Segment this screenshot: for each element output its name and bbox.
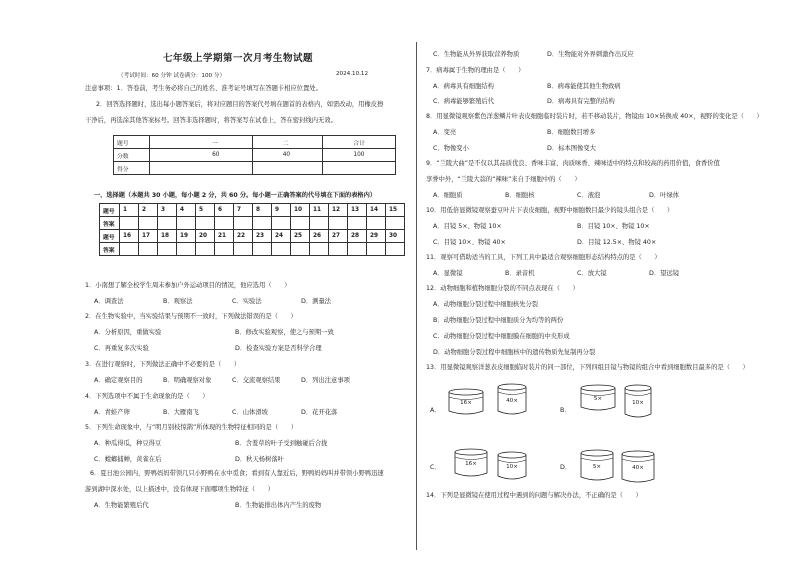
answer-input-cell[interactable] — [196, 217, 215, 230]
note-line-3: 干净后，再选涂其他答案标号。回答非选择题时，将答案写在试卷上，答在密封线内无效。 — [85, 117, 337, 124]
answer-number-cell: 1 — [120, 204, 139, 217]
magnification-label: 16× — [460, 400, 472, 406]
option-text: C．目镜 10×、物镜 40× — [433, 239, 506, 246]
option-text: B．生物能排出体内产生的废物 — [235, 502, 322, 509]
score-cell: 分数 — [114, 149, 150, 162]
question-stem: 8．用显微镜观察紫色洋葱鳞片叶表皮细胞临时装片时，若不移动装片，物镜由 10×转换成 40×，视野的变化是（ ） — [426, 113, 763, 120]
option-text: B．大雁南飞 — [163, 409, 199, 416]
question-stem: 游到湖中深水处，以上描述中，没有体现下面哪项生物特征（ ） — [85, 486, 274, 493]
answer-number-cell: 9 — [272, 204, 291, 217]
score-cell: 60 — [150, 149, 253, 162]
answer-number-cell: 17 — [139, 230, 158, 243]
exam-date: 2024.10.12 — [336, 71, 369, 77]
option-text: A．青蛙产卵 — [94, 409, 130, 416]
answer-row-label: 题号 — [100, 230, 120, 243]
answer-input-cell[interactable] — [253, 243, 272, 256]
answer-number-cell: 28 — [348, 230, 367, 243]
answer-number-cell: 15 — [386, 204, 405, 217]
answer-number-cell: 20 — [196, 230, 215, 243]
answer-number-cell: 23 — [253, 230, 272, 243]
option-text: B．动物细胞分裂过程中细胞质分为均等的两份 — [433, 317, 564, 324]
answer-number-cell: 8 — [253, 204, 272, 217]
question-stem: 3．在进行观察时，下列做法正确中不必要的是（ ） — [85, 361, 241, 368]
option-label: D． — [560, 464, 572, 471]
exam-meta: （考试时间：60 分钟 试卷满分：100 分） — [118, 73, 226, 79]
magnification-label: 10× — [632, 399, 644, 406]
option-text: C．螳螂捕蝉，黄雀在后 — [94, 456, 162, 463]
option-text: D．列出注意事项 — [301, 377, 350, 384]
answer-number-cell: 13 — [348, 204, 367, 217]
lens-figure — [448, 388, 484, 416]
question-stem: 2．在生物实验中，当实验结果与预期不一致时，下列做法错误的是（ ） — [85, 313, 297, 320]
option-text: B．含羞草的叶子受到触碰后合拢 — [235, 440, 328, 447]
option-text: A．调查法 — [94, 298, 124, 305]
score-got-row — [114, 162, 396, 175]
answer-input-cell[interactable] — [215, 243, 234, 256]
score-value-row — [114, 149, 396, 162]
answer-input-cell[interactable] — [348, 217, 367, 230]
answer-input-cell[interactable] — [310, 217, 329, 230]
option-text: C．山体滑坡 — [232, 409, 268, 416]
answer-row-label: 题号 — [100, 204, 120, 217]
answer-input-cell[interactable] — [310, 243, 329, 256]
lens-figure — [580, 384, 616, 412]
section-heading: 一、选择题（本题共 30 小题，每小题 2 分，共 60 分。每小题一正确答案的代号填在下面的表格内） — [94, 192, 376, 199]
answer-number-cell: 30 — [386, 230, 405, 243]
option-text: B．细胞数目增多 — [547, 129, 596, 136]
option-text: C．生物能从外界获取营养物质 — [433, 51, 520, 58]
option-text: D．秋天杨树落叶 — [235, 456, 284, 463]
option-text: C．液泡 — [577, 192, 601, 199]
option-text: B．目镜 10×、物镜 10× — [577, 223, 650, 230]
answer-number-cell: 12 — [329, 204, 348, 217]
answer-number-cell: 10 — [291, 204, 310, 217]
option-text: D．病毒具有完整的结构 — [547, 98, 615, 105]
answer-input-cell[interactable] — [196, 243, 215, 256]
score-cell: 一 — [150, 136, 253, 149]
option-text: B．录音机 — [505, 270, 535, 277]
answer-number-cell: 6 — [215, 204, 234, 217]
answer-number-cell: 26 — [310, 230, 329, 243]
answer-number-cell: 3 — [158, 204, 177, 217]
option-text: D．动物细胞分裂过程中细胞核中的遗传物质先复制再分裂 — [433, 349, 596, 356]
option-text: B．病毒能使其他生物致病 — [547, 83, 621, 90]
answer-input-cell[interactable] — [272, 217, 291, 230]
option-text: C．病毒能够繁殖后代 — [433, 98, 495, 105]
score-cell: 二 — [252, 136, 323, 149]
answer-row-label: 答案 — [100, 217, 120, 230]
option-text: B．观察法 — [163, 298, 193, 305]
score-cell: 100 — [323, 149, 396, 162]
question-stem: 10．用低倍显微镜观察蚕豆叶片下表皮细胞，视野中细胞数目最少的镜头组合是（ ） — [426, 207, 674, 214]
question-stem: 1．小南想了解全校学生周末参加户外运动项目的情况，他应选用（ ） — [85, 282, 291, 289]
option-text: A．生物能繁殖后代 — [94, 502, 149, 509]
option-text: D．目镜 12.5×、物镜 40× — [577, 239, 657, 246]
option-text: A．变亮 — [433, 129, 457, 136]
option-text: A．细胞质 — [433, 192, 463, 199]
magnification-label: 40× — [632, 465, 644, 471]
answer-input-cell[interactable] — [367, 217, 386, 230]
option-text: C．实验法 — [232, 298, 262, 305]
answer-input-cell[interactable] — [272, 243, 291, 256]
note-line-2: 2．回答选择题时，选出每小题答案后，将对应题目的答案代号填在题首的表格内，如需改动，用橡皮擦 — [96, 101, 384, 108]
option-text: C．放大镜 — [577, 270, 607, 277]
magnification-label: 10× — [506, 464, 518, 470]
answer-input-cell[interactable] — [329, 217, 348, 230]
answer-number-row — [100, 204, 405, 217]
magnification-label: 5× — [592, 463, 602, 470]
option-text: C．交流观察结果 — [232, 377, 281, 384]
lens-figure — [580, 449, 614, 482]
magnification-label: 5× — [593, 396, 603, 402]
score-cell: 题号 — [114, 136, 150, 149]
answer-input-cell[interactable] — [253, 217, 272, 230]
score-input-cell[interactable] — [150, 162, 253, 175]
question-stem: 享誉中外，“兰陵大蒜的“辣味”来自于细胞中的（ ） — [426, 176, 581, 183]
answer-input-cell[interactable] — [367, 243, 386, 256]
option-label: B． — [560, 407, 571, 414]
lens-figure — [621, 450, 655, 484]
answer-number-cell: 11 — [310, 204, 329, 217]
answer-input-cell[interactable] — [177, 243, 196, 256]
question-stem: 5．下列生命现象中，与“明月别枝惊鹊”所体现的生物特征相同的是（ ） — [85, 424, 298, 431]
score-input-cell[interactable] — [252, 162, 323, 175]
option-text: A．目镜 5×、物镜 10× — [433, 223, 502, 230]
answer-input-cell[interactable] — [291, 243, 310, 256]
answer-number-cell: 7 — [234, 204, 253, 217]
option-text: B．明确观察对象 — [163, 377, 212, 384]
lens-figure — [497, 383, 527, 416]
answer-number-cell: 14 — [367, 204, 386, 217]
option-text: C．物像变小 — [433, 145, 469, 152]
answer-fill-row — [100, 243, 405, 256]
option-text: B．修改实验观察，使之与预期一致 — [235, 329, 334, 336]
answer-input-cell[interactable] — [329, 243, 348, 256]
score-cell: 合计 — [323, 136, 396, 149]
magnification-label: 40× — [506, 397, 518, 404]
question-stem: 11．观察可借助适当的工具，下列工具中最适合观察细胞形态结构特点的是（ ） — [426, 254, 661, 261]
answer-input-cell[interactable] — [120, 217, 139, 230]
answer-input-cell[interactable] — [386, 217, 405, 230]
answer-input-cell[interactable] — [291, 217, 310, 230]
score-header-row — [114, 136, 396, 149]
answer-input-cell[interactable] — [158, 217, 177, 230]
option-text: A．病毒具有细胞结构 — [433, 83, 494, 90]
answer-number-cell: 25 — [291, 230, 310, 243]
option-text: C．动物细胞分裂过程中细胞膜在细胞的中央形成 — [433, 333, 570, 340]
option-label: C． — [430, 464, 441, 471]
answer-number-cell: 18 — [158, 230, 177, 243]
answer-input-cell[interactable] — [386, 243, 405, 256]
answer-fill-row — [100, 217, 405, 230]
option-text: A．动物细胞分裂过程中细胞核先分裂 — [433, 301, 539, 308]
option-text: D．花开花落 — [301, 409, 338, 416]
answer-number-cell: 24 — [272, 230, 291, 243]
question-stem: 12．动物细胞和植物细胞分裂的不同点表现在（ ） — [426, 285, 579, 292]
question-stem: 13．用显微镜观察洋葱表皮细胞临时装片的同一部位，下列四组目镜与物镜的组合中看到细胞数目最多的是（ ） — [426, 364, 749, 371]
lens-figure — [624, 384, 652, 419]
answer-input-cell[interactable] — [177, 217, 196, 230]
option-label: A． — [430, 407, 441, 414]
answer-number-row — [100, 230, 405, 243]
column-divider — [416, 42, 417, 550]
answer-number-cell: 5 — [196, 204, 215, 217]
option-text: D．标本图像变大 — [547, 145, 596, 152]
option-text: C．再重复多次实验 — [94, 345, 149, 352]
lens-figure — [454, 448, 488, 478]
answer-input-cell[interactable] — [120, 243, 139, 256]
answer-input-cell[interactable] — [348, 243, 367, 256]
lens-figure — [497, 451, 527, 481]
exam-title: 七年级上学期第一次月考生物试题 — [163, 53, 314, 64]
score-table — [113, 135, 396, 175]
question-stem: 7．病毒属于生物的理由是（ ） — [426, 67, 525, 74]
question-stem: 6．夏日池公园内，野鸭妈妈带领几只小野鸭在水中觅食；看到有人靠近后，野鸭妈妈叫并带领小野鸭迅速 — [90, 470, 384, 477]
question-stem: 14．下列是显微镜在使用过程中遇到的问题与解决办法，不正确的是（ ） — [426, 492, 642, 499]
score-input-cell[interactable] — [323, 162, 396, 175]
answer-number-cell: 29 — [367, 230, 386, 243]
question-stem: 4．下列选项中不属于生命现象的是（ ） — [85, 393, 209, 400]
option-text: A．显微镜 — [433, 270, 463, 277]
note-line-1: 注意事项：1．答卷前，考生务必将自己的姓名、准考证号填写在答题卡相应位置处。 — [85, 85, 322, 92]
answer-number-cell: 21 — [215, 230, 234, 243]
magnification-label: 16× — [465, 461, 477, 467]
answer-number-cell: 4 — [177, 204, 196, 217]
option-text: A．确定观察目的 — [94, 377, 143, 384]
answer-number-cell: 16 — [120, 230, 139, 243]
option-text: A．种瓜得瓜，种豆得豆 — [94, 440, 162, 447]
option-text: D．生物能对外界刺激作出反应 — [547, 51, 634, 58]
answer-input-cell[interactable] — [139, 243, 158, 256]
answer-number-cell: 22 — [234, 230, 253, 243]
option-text: D．叶绿体 — [649, 192, 680, 199]
answer-input-cell[interactable] — [215, 217, 234, 230]
question-stem: 9．“兰陵大曲”是不仅以其品质优良、香味丰富、肉质味香、辣味适中的特点和较高的药用价值，食香价值 — [426, 160, 720, 167]
answer-number-cell: 27 — [329, 230, 348, 243]
option-text: D．测量法 — [301, 298, 332, 305]
answer-number-cell: 19 — [177, 230, 196, 243]
option-text: D．望远镜 — [649, 270, 680, 277]
score-cell: 40 — [252, 149, 323, 162]
answer-number-cell: 2 — [139, 204, 158, 217]
answer-input-cell[interactable] — [139, 217, 158, 230]
answer-row-label: 答案 — [100, 243, 120, 256]
option-text: A．分析原因，重做实验 — [94, 329, 162, 336]
score-cell: 得分 — [114, 162, 150, 175]
answer-table — [99, 203, 405, 256]
answer-input-cell[interactable] — [234, 243, 253, 256]
answer-input-cell[interactable] — [234, 217, 253, 230]
answer-input-cell[interactable] — [158, 243, 177, 256]
option-text: B．细胞核 — [505, 192, 535, 199]
option-text: D．检查实验方案是否科学合理 — [235, 345, 322, 352]
